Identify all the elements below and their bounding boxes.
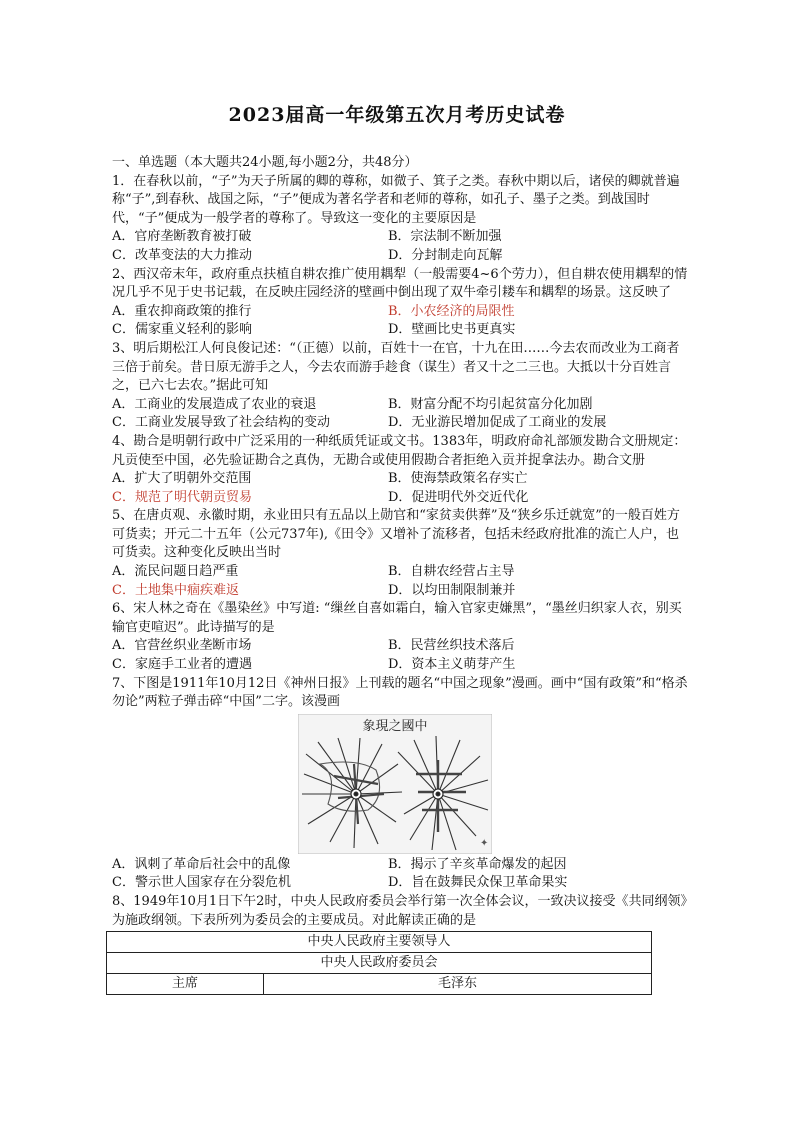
question-3 [112,340,688,433]
cartoon-image [298,714,492,854]
option-a[interactable]: A．重农抑商政策的推行 [112,303,252,319]
table-row [107,953,652,974]
option-d[interactable]: D．资本主义萌芽产生 [388,657,516,673]
question-2 [112,266,688,340]
options [112,396,688,433]
question-8 [112,893,688,995]
question-5 [112,507,688,600]
option-b[interactable]: B．宗法制不断加强 [388,229,502,245]
option-c-highlighted[interactable]: C．规范了明代朝贡贸易 [112,489,252,505]
options [112,856,688,893]
option-c[interactable]: C．工商业发展导致了社会结构的变动 [112,415,330,431]
option-a[interactable]: A．流民问题日趋严重 [112,564,239,580]
option-b[interactable]: B．财富分配不均引起贫富分化加剧 [388,396,593,412]
options [112,228,688,265]
question-stem: 6、宋人林之奇在《墨染丝》中写道: “缫丝自喜如霜白，输入官家吏嫌黑”，“墨丝归织家人衣，别买输官吏喧迟”。此诗描写的是 [112,601,682,635]
option-b-highlighted[interactable]: B．小农经济的局限性 [388,303,515,319]
option-a[interactable]: A．工商业的发展造成了农业的衰退 [112,396,317,412]
leaders-table [106,931,652,995]
option-d[interactable]: D．分封制走向瓦解 [388,247,503,263]
option-d[interactable]: D．以均田制限制兼并 [388,582,516,598]
option-d[interactable]: D．无业游民增加促成了工商业的发展 [388,415,607,431]
question-stem: 3、明后期松江人何良俊记述：“（正德）以前，百姓十一在官，十九在田……今去农而改业为工商者三倍于前矣。昔日原无游手之人，今去农而游手趁食（谋生）者又十之二三也。大抵以十分百姓言之，已六七去农。”据此可知 [112,340,680,394]
option-a[interactable]: A．官府垄断教育被打破 [112,229,252,245]
option-c[interactable]: C．警示世人国家存在分裂危机 [112,875,291,891]
option-c[interactable]: C．家庭手工业者的遭遇 [112,657,252,673]
star-icon: ✦ [480,837,489,849]
section-header: 一、单选题（本大题共24小题,每小题2分，共48分） [112,155,418,170]
table-row [107,974,652,995]
exam-content [112,154,688,995]
option-d[interactable]: D．壁画比史书更真实 [388,322,516,338]
question-stem: 5、在唐贞观、永徽时期，永业田只有五品以上勋官和“家贫卖供葬”及“狭乡乐迁就宽”的一般百姓方可货卖；开元二十五年（公元737年),《田令》又增补了流移者，包括未经政府批准的流亡人户，也可货卖。这种变化反映出当时 [112,508,680,561]
option-a[interactable]: A．讽刺了革命后社会中的乱像 [112,856,291,872]
cartoon-caption: 象現之國中 [362,718,428,734]
option-b[interactable]: B．自耕农经营占主导 [388,564,515,580]
question-stem: 7、下图是1911年10月12日《神州日报》上刊载的题名“中国之现象”漫画。画中“国有政策”和“格杀勿论”两粒子弹击碎“中国”二字。该漫画 [112,675,688,710]
question-stem: 1．在春秋以前，“子”为天子所属的卿的尊称，如微子、箕子之类。春秋中期以后，诸侯的卿就普遍称“子”,到春秋、战国之际，“子”便成为著名学者和老师的尊称，如孔子、墨子之类。到战国时代，“子”便成为一般学者的尊称了。导致这一变化的主要原因是 [112,173,680,226]
question-1 [112,173,688,266]
option-d[interactable]: D．旨在鼓舞民众保卫革命果实 [388,875,568,891]
options [112,563,688,600]
table-header-leaders: 中央人民政府主要领导人 [107,932,652,953]
option-c[interactable]: C．儒家重义轻利的影响 [112,322,252,338]
table-cell-name: 毛泽东 [264,974,652,995]
page-title: 2023届高一年级第五次月考历史试卷 [228,104,566,126]
option-a[interactable]: A．官营丝织业垄断市场 [112,638,252,654]
options [112,470,688,507]
question-7 [112,675,688,893]
option-a[interactable]: A．扩大了明朝外交范围 [112,471,252,487]
question-4 [112,433,688,507]
question-6 [112,600,688,674]
question-stem: 8、1949年10月1日下午2时，中央人民政府委员会举行第一次全体会议，一致决议接受《共同纲领》为施政纲领。下表所列为委员会的主要成员。对此解读正确的是 [112,894,687,928]
option-b[interactable]: B．民营丝织技术落后 [388,638,515,654]
option-c[interactable]: C．改革变法的大力推动 [112,247,252,263]
option-b[interactable]: B．揭示了辛亥革命爆发的起因 [388,856,567,872]
table-cell-role: 主席 [107,974,264,995]
option-c-highlighted[interactable]: C．土地集中痼疾难返 [112,582,239,598]
option-b[interactable]: B．使海禁政策名存实亡 [388,471,528,487]
table-row [107,932,652,953]
option-d[interactable]: D．促进明代外交近代化 [388,489,529,505]
options [112,637,688,674]
question-stem: 4、勘合是明朝行政中广泛采用的一种纸质凭证或文书。1383年，明政府命礼部颁发勘合文册规定：凡贡使至中国，必先验证勘合之真伪，无勘合或使用假勘合者拒绝入贡并捉拿法办。勘合文册 [112,433,687,468]
question-stem: 2、西汉帝末年，政府重点扶植自耕农推广使用耦犁（一般需要4~6个劳力），但自耕农使用耦犁的情况几乎不见于史书记载，在反映庄园经济的壁画中倒出现了双牛牵引耧车和耦犁的场景。这反映了 [112,266,688,301]
cartoon-figure [112,714,688,854]
table-header-committee: 中央人民政府委员会 [107,953,652,974]
options [112,303,688,340]
